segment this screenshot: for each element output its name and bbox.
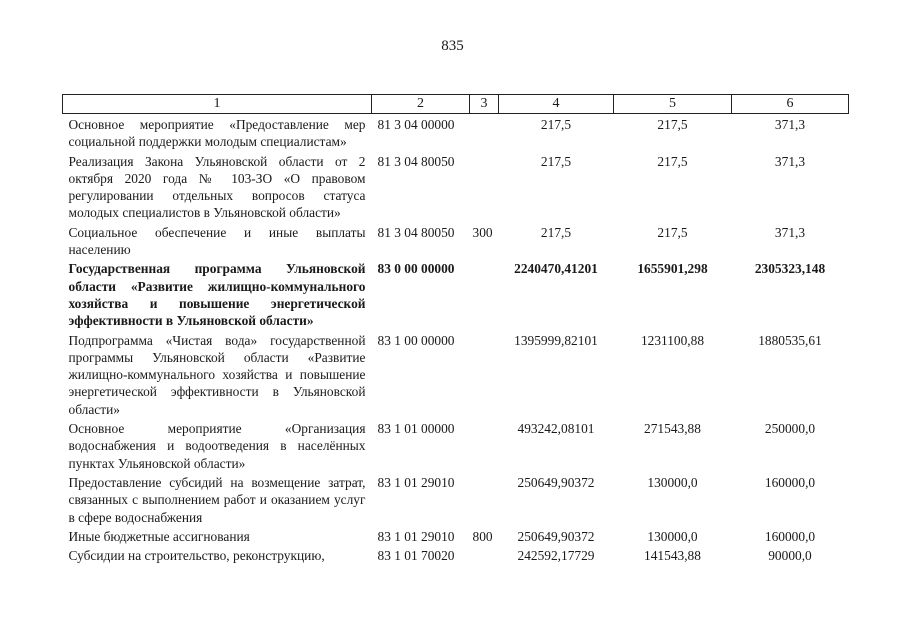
row-expense-type bbox=[470, 114, 499, 151]
row-value-4: 493242,08101 bbox=[517, 421, 595, 437]
row-value-6: 371,3 bbox=[774, 153, 806, 169]
header-col-6: 6 bbox=[732, 95, 849, 114]
row-value-6: 371,3 bbox=[774, 224, 806, 240]
table-row bbox=[63, 545, 849, 564]
row-value-6: 2305323,148 bbox=[754, 261, 826, 277]
row-value-5: 130000,0 bbox=[647, 474, 698, 490]
row-value-6: 1880535,61 bbox=[758, 332, 822, 348]
row-value-5: 217,5 bbox=[657, 153, 688, 169]
row-value-5: 141543,88 bbox=[644, 548, 701, 564]
row-expense-type: 800 bbox=[472, 528, 493, 544]
row-name: Основное мероприятие «Организация водоснабжения и водоотведения в населённых пунктах Ульяновской области» bbox=[68, 421, 366, 471]
row-value-5: 1231100,88 bbox=[640, 332, 705, 348]
row-expense-type bbox=[470, 545, 499, 564]
row-value-5: 1655901,298 bbox=[637, 261, 708, 277]
row-code: 83 1 01 00000 bbox=[377, 421, 455, 437]
row-code: 83 0 00 00000 bbox=[377, 261, 455, 277]
row-code: 83 1 01 70020 bbox=[377, 548, 455, 564]
header-col-4: 4 bbox=[499, 95, 614, 114]
row-name: Реализация Закона Ульяновской области от 2 октября 2020 года № 103-ЗО «О правовом регулировании отдельных вопросов статуса молодых специалистов в Ульяновской области» bbox=[68, 153, 366, 221]
header-col-5: 5 bbox=[614, 95, 732, 114]
row-name: Социальное обеспечение и иные выплаты населению bbox=[68, 224, 366, 258]
header-row bbox=[63, 95, 849, 114]
row-expense-type bbox=[470, 258, 499, 329]
row-expense-type: 300 bbox=[472, 224, 493, 240]
row-value-6: 250000,0 bbox=[764, 421, 816, 437]
row-value-6: 160000,0 bbox=[764, 528, 816, 544]
row-expense-type bbox=[470, 330, 499, 418]
header-col-1: 1 bbox=[63, 95, 372, 114]
row-name: Субсидии на строительство, реконструкцию, bbox=[68, 548, 325, 564]
row-value-4: 1395999,82101 bbox=[514, 332, 598, 348]
row-value-5: 217,5 bbox=[657, 117, 688, 132]
table-row bbox=[63, 258, 849, 329]
row-name: Предоставление субсидий на возмещение затрат, связанных с выполнением работ и оказанием услуг в сфере водоснабжения bbox=[68, 474, 366, 525]
row-expense-type bbox=[470, 151, 499, 222]
row-code: 81 3 04 80050 bbox=[377, 224, 455, 240]
table-row bbox=[63, 151, 849, 222]
row-value-4: 250649,90372 bbox=[517, 528, 595, 544]
row-value-4: 217,5 bbox=[540, 117, 572, 132]
header-col-3: 3 bbox=[470, 95, 499, 114]
header-col-2: 2 bbox=[372, 95, 470, 114]
row-value-4: 2240470,41201 bbox=[514, 261, 598, 277]
row-value-4: 250649,90372 bbox=[517, 474, 595, 490]
row-expense-type bbox=[470, 472, 499, 526]
row-value-5: 217,5 bbox=[657, 224, 688, 240]
row-value-6: 90000,0 bbox=[768, 548, 812, 564]
row-code: 81 3 04 00000 bbox=[377, 117, 455, 132]
row-value-6: 160000,0 bbox=[764, 474, 816, 490]
row-value-5: 271543,88 bbox=[644, 421, 701, 437]
row-code: 83 1 01 29010 bbox=[377, 528, 455, 544]
table-row bbox=[63, 526, 849, 545]
row-value-4: 217,5 bbox=[540, 224, 572, 240]
row-value-4: 217,5 bbox=[540, 153, 572, 169]
table-row bbox=[63, 418, 849, 472]
row-value-4: 242592,17729 bbox=[517, 548, 595, 564]
row-code: 81 3 04 80050 bbox=[377, 153, 455, 169]
row-name: Государственная программа Ульяновской области «Развитие жилищно-коммунального хозяйства и повышение энергетической эффективности в Ульяновской области» bbox=[68, 261, 366, 329]
table-row bbox=[63, 114, 849, 151]
table-row bbox=[63, 472, 849, 526]
budget-table bbox=[62, 94, 849, 564]
row-value-5: 130000,0 bbox=[647, 528, 698, 544]
row-code: 83 1 01 29010 bbox=[377, 474, 455, 490]
row-value-6: 371,3 bbox=[774, 117, 806, 132]
row-expense-type bbox=[470, 418, 499, 472]
row-name: Подпрограмма «Чистая вода» государственной программы Ульяновской области «Развитие жилищно-коммунального хозяйства и повышение энергетической эффективности в Ульяновской области» bbox=[68, 332, 366, 417]
page-number: 835 bbox=[441, 38, 464, 54]
table-row bbox=[63, 222, 849, 259]
row-code: 83 1 00 00000 bbox=[377, 332, 455, 348]
row-name: Основное мероприятие «Предоставление мер социальной поддержки молодым специалистам» bbox=[68, 117, 366, 150]
table-row bbox=[63, 330, 849, 418]
row-name: Иные бюджетные ассигнования bbox=[68, 528, 250, 544]
